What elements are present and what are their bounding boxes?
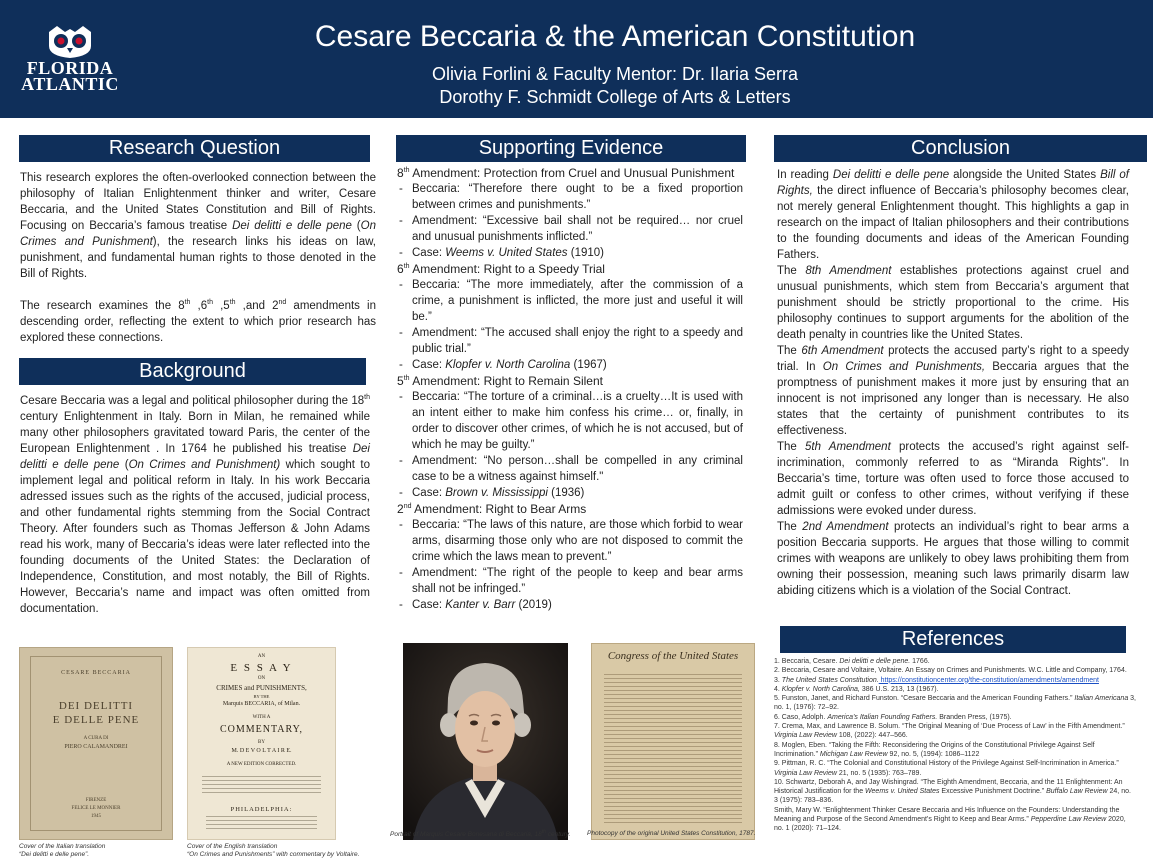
conclusion-p5: The 2nd Amendment protects an individual’s right to bear arms a position Beccaria supports. He argues that those willing to commit crimes with weapons are unlikely to obey laws prohibiting them from owning their possession, meaning such laws primarily disarm law abiding citizens which is a violation of the Social Contract. (777, 521, 1130, 597)
amendment-5-heading: 5th Amendment: Right to Remain Silent (397, 374, 603, 388)
book2-line: E S S A Y (230, 662, 293, 674)
book2-line: BY (258, 740, 265, 745)
english-book-cover-image (187, 647, 336, 840)
owl-icon (45, 26, 95, 58)
italian-book-caption: Cover of the Italian translation “Dei delitti e delle pene”. (19, 843, 106, 858)
reference-link[interactable]: https://constitutioncenter.org/the-constitution/amendments/amendment (878, 676, 1099, 684)
amendment-8-case: - Case: Weems v. United States (1910) (397, 245, 743, 261)
amendment-6-list (397, 277, 743, 373)
references-list (774, 657, 1136, 834)
book1-title-1: DEI DELITTI (58, 700, 134, 712)
reference-item[interactable]: 3. The United States Constitution. https://constitutioncenter.org/the-constitution/amendments/amendment (774, 676, 1099, 684)
book2-line: WITH A (252, 715, 271, 720)
amendment-8-text: - Amendment: “Excessive bail shall not be required… nor cruel and unusual punishments inflicted.” (397, 213, 743, 245)
logo-text-atlantic: ATLANTIC (21, 74, 119, 94)
reference-item: 5. Funston, Janet, and Richard Funston. “Cesare Beccaria and the American Founding Fathers.” Italian Americana 3, no. 1, (1976): 72–92. (774, 695, 1137, 712)
reference-item: 2. Beccaria, Cesare and Voltaire, Voltaire. An Essay on Crimes and Punishments. W.C. Little and Company, 1764. (774, 667, 1127, 675)
fau-logo (14, 26, 126, 92)
book2-line: M. D E V O L T A I R E. (231, 748, 292, 754)
conclusion-p4: The 5th Amendment protects the accused’s right against self-incrimination, commonly referred to as “Miranda Rights”. In Beccaria’s time, torture was often used to force those accused to admit guilt or confess to other crimes, without verifying if these admissions were evoked under duress. (777, 441, 1129, 517)
reference-item: 9. Pittman, R. C. “The Colonial and Constitutional History of the Privilege Against Self-Incrimination in America.” Virginia Law Review 21, no. 5 (1935): 763–789. (774, 760, 1119, 777)
amendment-6-case: - Case: Klopfer v. North Carolina (1967) (397, 357, 743, 373)
amendment-6-heading: 6th Amendment: Right to a Speedy Trial (397, 262, 605, 276)
conclusion-heading: Conclusion (774, 135, 1147, 162)
logo-text-florida: FLORIDA (26, 58, 114, 78)
amendment-2-heading: 2nd Amendment: Right to Bear Arms (397, 502, 587, 516)
poster-authors: Olivia Forlini & Faculty Mentor: Dr. Ilaria Serra (431, 64, 799, 84)
book1-city: FIRENZE (85, 798, 107, 803)
amendment-2-text: - Amendment: “The right of the people to keep and bear arms shall not be infringed.” (397, 565, 743, 597)
references-heading: References (780, 626, 1126, 653)
constitution-heading-text: Congress of the United States (607, 650, 739, 662)
book1-publisher: FELICE LE MONNIER (71, 806, 121, 811)
reference-item: 6. Caso, Adolph. America’s Italian Founding Fathers. Branden Press, (1975). (774, 713, 1012, 721)
research-question-text (20, 170, 376, 346)
reference-item: Smith, Mary W. “Enlightenment Thinker Cesare Beccaria and His Influence on the Founders: Understanding the Meaning and Purpose of the Second Amendment’s Right to Keep and Bear Arms.” Pepperdine Law Review 2020, no. 1 (2020): 71–124. (774, 806, 1126, 833)
beccaria-portrait-image (403, 643, 568, 840)
book1-title-2: E DELLE PENE (52, 714, 140, 726)
research-question-p2: The research examines the 8th ,6th ,5th ,and 2nd amendments in descending order, reflecting the extent to which prior research has explored these connections. (20, 299, 376, 344)
conclusion-p2: The 8th Amendment establishes protections against cruel and unusual punishments, which stem from Beccaria’s argument that punishment should be strictly proportional to the crime. His philosophy continues to support arguments for the abolition of the death penalty in countries like the United States. (777, 265, 1130, 341)
background-paragraph: Cesare Beccaria was a legal and political philosopher during the 18th century Enlightenment in Italy. Born in Milan, he remained while many other philosophers gravitated toward Paris, the center of the European Enlightenment . In 1764 he published his treatise Dei delitti e delle pene (On Crimes and Punishment) which sought to implement legal and political reform in Italy. In his work Beccaria adressed issues such as the rights of the accused, judicial process, and other fundamental rights stemming from the Social Contract Theory. After founders such as Thomas Jefferson & John Adams read his work, many of Beccaria’s ideas were later reflected into the founding documents of the United States: the Declaration of Independence, Constitution, and most notably, the Bill of Rights. However, Beccaria’s name and impact was often omitted from documentation. (20, 394, 370, 615)
book2-line: BY THE (253, 694, 270, 699)
reference-item: 7. Crema, Max, and Lawrence B. Solum. “The Original Meaning of ‘Due Process of Law’ in the Fifth Amendment.” Virginia Law Review 108, (2022): 447–566. (774, 723, 1125, 740)
portrait-illustration (403, 643, 568, 840)
amendment-8-list (397, 181, 743, 261)
conclusion-p3: The 6th Amendment protects the accused party’s right to a speedy trial. In On Crimes and Punishments, Beccaria argues that the promptness of punishment makes it more just by ensuring that an innocent is not imprisoned any longer than is necessary. He also states that the certainty of punishment contributes to its effectiveness. (777, 345, 1129, 437)
supporting-evidence-heading: Supporting Evidence (396, 135, 746, 162)
amendment-2-case: - Case: Kanter v. Barr (2019) (397, 597, 743, 613)
poster-college: Dorothy F. Schmidt College of Arts & Letters (439, 87, 791, 107)
book1-year: 1945 (91, 814, 101, 819)
reference-item: 4. Klopfer v. North Carolina, 386 U.S. 213, 13 (1967). (774, 685, 939, 693)
book2-line: ON (257, 676, 266, 681)
book2-imprint-lines (206, 816, 317, 830)
book1-editor-label: A CURA DI (83, 736, 109, 741)
book1-author: CESARE BECCARIA (61, 670, 131, 676)
conclusion-text (777, 167, 1129, 599)
book2-line: PHILADELPHIA: (230, 806, 293, 813)
research-question-p1: This research explores the often-overlooked connection between the philosophy of Italian Enlightenment thinker and writer, Cesare Beccaria, and the United States Constitution and Bill of Rights. Focusing on Beccaria’s famous treatise Dei delitti e delle pene (On Crimes and Punishment), the research links his ideas on law, punishment, and fundamental human rights to those denoted in the Bill of Rights. (20, 172, 376, 280)
amendment-2-list (397, 517, 743, 613)
book2-line: AN (257, 654, 266, 659)
constitution-text-lines (604, 674, 742, 823)
italian-book-cover-image (19, 647, 173, 840)
book2-line: COMMENTARY, (219, 724, 304, 735)
background-text (20, 393, 370, 617)
reference-item: 10. Schwartz, Deborah A, and Jay Wishingrad. “The Eighth Amendment, Beccaria, and the 11 Enlightenment: An Historical Justification for the Weems v. United States Excessive Punishment Doctrine.” Buffalo Law Review 24, no. 3 (1975): 783–836. (774, 778, 1131, 805)
amendment-5-beccaria: - Beccaria: “The torture of a criminal…is a cruelty…It is used with an intent either to make him confess his crime… or, finally, in order to discover other crimes, of which he is not accused, but of which he may be guilty.” (397, 389, 743, 453)
amendment-6-text: - Amendment: “The accused shall enjoy the right to a speedy and public trial.” (397, 325, 743, 357)
book1-editor: PIERO CALAMANDREI (64, 744, 128, 750)
poster-title: Cesare Beccaria & the American Constitution (314, 20, 916, 53)
amendment-8-beccaria: - Beccaria: “Therefore there ought to be a fixed proportion between crimes and punishments.” (397, 181, 743, 213)
reference-item: 1. Beccaria, Cesare. Dei delitti e delle pene. 1766. (774, 658, 930, 665)
amendment-5-list (397, 389, 743, 501)
background-heading: Background (19, 358, 366, 385)
amendment-5-text: - Amendment: “No person…shall be compelled in any criminal case to be a witness against himself." (397, 453, 743, 485)
book2-line: CRIMES and PUNISHMENTS, (216, 684, 307, 692)
research-question-heading: Research Question (19, 135, 370, 162)
amendment-8-heading: 8th Amendment: Protection from Cruel and Unusual Punishment (397, 166, 735, 180)
amendment-6-beccaria: - Beccaria: “The more immediately, after the commission of a crime, a punishment is inflicted, the more just and useful it will be.” (397, 277, 743, 325)
amendment-5-case: - Case: Brown v. Mississippi (1936) (397, 485, 743, 501)
constitution-caption: Photocopy of the original United States Constitution, 1787. (587, 830, 756, 837)
poster-header (0, 0, 1153, 118)
amendment-2-beccaria: - Beccaria: “The laws of this nature, are those which forbid to wear arms, disarming those only who are not disposed to commit the crime which the laws mean to prevent.” (397, 517, 743, 565)
book2-line: Marquis BECCARIA, of Milan. (222, 701, 301, 707)
book2-line: A NEW EDITION CORRECTED. (226, 762, 297, 767)
constitution-photocopy-image (591, 643, 755, 840)
english-book-caption: Cover of the English translation “On Crimes and Punishments” with commentary by Voltaire. (187, 843, 360, 858)
supporting-evidence-text (397, 165, 743, 613)
reference-item: 8. Moglen, Eben. “Taking the Fifth: Reconsidering the Origins of the Constitutional Privilege Against Self Incrimination.” Michigan Law Review 92, no. 5, (1994): 1086–1122 (774, 741, 1095, 758)
portrait-caption: Portrait of Marquis Cesare Bonesana di Beccaria, 18th century. (390, 829, 571, 839)
conclusion-p1: In reading Dei delitti e delle pene alongside the United States Bill of Rights, the direct influence of Beccaria’s philosophy becomes clear, not merely general Enlightenment thought. This highlights a gap in research on the impact of Italian philosophers and their contributions to the founding documents and ideas of the American Founding Fathers. (777, 169, 1129, 261)
book2-epigraph-lines (202, 776, 321, 794)
